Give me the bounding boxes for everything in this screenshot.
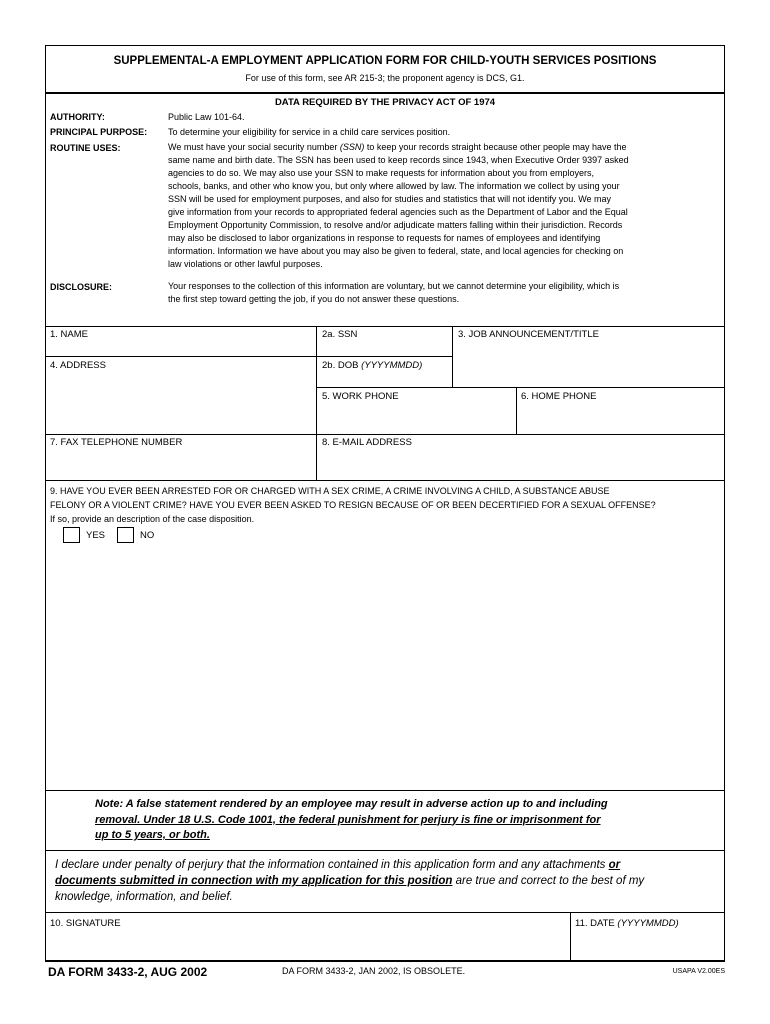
declaration-line	[55, 873, 720, 889]
routine-line: schools, banks, and other who know you, but only where allowed by law. The information we collect by using your	[168, 181, 620, 191]
purpose-label: PRINCIPAL PURPOSE:	[50, 127, 148, 137]
declaration-bold: documents submitted in connection with my application for this position	[55, 875, 453, 887]
no-checkbox[interactable]	[117, 527, 134, 543]
bottom-divider	[45, 960, 725, 962]
grid-line	[45, 480, 725, 481]
routine-line: We must have your social security number (SSN) to keep your records straight because other people may have the	[168, 142, 627, 152]
ssn-italic: (SSN)	[339, 142, 365, 152]
question-line: If so, provide an description of the case disposition.	[50, 514, 255, 524]
authority-label: AUTHORITY:	[50, 112, 105, 122]
grid-line	[516, 387, 517, 434]
declaration	[55, 857, 720, 905]
routine-label: ROUTINE USES:	[50, 143, 121, 153]
form-subtitle: For use of this form, see AR 215-3; the proponent agency is DCS, G1.	[245, 73, 525, 83]
grid-line	[45, 356, 452, 357]
declaration-line	[55, 857, 720, 873]
disclosure-text	[168, 280, 718, 306]
privacy-heading: DATA REQUIRED BY THE PRIVACY ACT OF 1974	[274, 97, 496, 108]
routine-line: law violations or other lawful purposes.	[168, 259, 323, 269]
usapa-code: USAPA V2.00ES	[672, 968, 725, 975]
grid-line	[316, 326, 317, 480]
disclosure-line: Your responses to the collection of this information are voluntary, but we cannot determine your eligibility, which is	[168, 281, 620, 291]
fax-field[interactable]: 7. FAX TELEPHONE NUMBER	[50, 437, 183, 448]
routine-line: information. Information we have about you may also be given to federal, state, and local agencies for checking on	[168, 246, 624, 256]
declaration-line: knowledge, information, and belief.	[55, 891, 233, 903]
no-label: NO	[140, 530, 155, 541]
grid-line	[45, 790, 725, 791]
dob-format: (YYYYMMDD)	[361, 360, 423, 371]
declaration-text: are true and correct to the best of my	[455, 875, 645, 887]
address-field[interactable]: 4. ADDRESS	[50, 360, 106, 371]
disclosure-line: the first step toward getting the job, if you do not answer these questions.	[168, 294, 460, 304]
note-line: up to 5 years, or both.	[95, 829, 210, 841]
case-description-area[interactable]	[46, 550, 724, 790]
note-line: removal. Under 18 U.S. Code 1001, the federal punishment for perjury is fine or imprisonment for	[95, 813, 601, 826]
grid-line	[452, 326, 453, 388]
question-line: FELONY OR A VIOLENT CRIME? HAVE YOU EVER BEEN ASKED TO RESIGN BECAUSE OF OR BEEN DECERTIFIED FOR A SEXUAL OFFENSE?	[50, 500, 656, 510]
grid-line	[45, 912, 725, 913]
grid-line	[45, 326, 725, 327]
obsolete-notice: DA FORM 3433-2, JAN 2002, IS OBSOLETE.	[282, 966, 466, 976]
purpose-text: To determine your eligibility for service in a child care services position.	[168, 127, 451, 137]
grid-line	[316, 387, 725, 388]
yes-checkbox[interactable]	[63, 527, 80, 543]
email-field[interactable]: 8. E-MAIL ADDRESS	[322, 437, 412, 448]
ssn-field[interactable]: 2a. SSN	[322, 329, 358, 340]
declaration-text: I declare under penalty of perjury that the information contained in this application form and any attachments	[55, 859, 606, 871]
disclosure-label: DISCLOSURE:	[50, 282, 113, 292]
name-field[interactable]: 1. NAME	[50, 329, 89, 340]
routine-line: Employment Opportunity Commission, to resolve and/or adjudicate matters falling within their jurisdiction. Records	[168, 220, 623, 230]
routine-line: give information from your records to appropriated federal agencies such as the Department of Labor and the Equal	[168, 207, 628, 217]
signature-field[interactable]: 10. SIGNATURE	[50, 918, 121, 929]
grid-line	[45, 850, 725, 851]
question-9	[50, 484, 656, 526]
routine-line: SSN will be used for employment purposes, and also for studies and statistics that will not identify you. We may	[168, 194, 612, 204]
form-title: SUPPLEMENTAL-A EMPLOYMENT APPLICATION FORM FOR CHILD-YOUTH SERVICES POSITIONS	[113, 55, 657, 67]
grid-line	[45, 434, 725, 435]
authority-text: Public Law 101-64.	[168, 112, 245, 122]
routine-text	[168, 141, 718, 271]
job-title-field[interactable]: 3. JOB ANNOUNCEMENT/TITLE	[458, 329, 599, 340]
declaration-bold: or	[608, 859, 621, 871]
date-label: 11. DATE	[575, 918, 615, 929]
routine-line: agencies to do so. We may also use your SSN to make requests for information about you from employers,	[168, 168, 595, 178]
dob-field[interactable]	[322, 360, 422, 371]
work-phone-field[interactable]: 5. WORK PHONE	[322, 391, 399, 402]
header-divider	[45, 92, 725, 94]
perjury-note	[95, 797, 608, 844]
routine-line: may also be disclosed to labor organizations in response to requests for names of employees and identifying	[168, 233, 601, 243]
yes-label: YES	[86, 530, 106, 541]
date-field[interactable]	[575, 918, 679, 929]
dob-label: 2b. DOB	[322, 360, 359, 371]
home-phone-field[interactable]: 6. HOME PHONE	[521, 391, 597, 402]
question-line: 9. HAVE YOU EVER BEEN ARRESTED FOR OR CHARGED WITH A SEX CRIME, A CRIME INVOLVING A CHILD, A SUBSTANCE ABUSE	[50, 486, 610, 496]
date-format: (YYYYMMDD)	[617, 918, 679, 929]
form-number: DA FORM 3433-2, AUG 2002	[48, 965, 208, 979]
note-line: Note: A false statement rendered by an employee may result in adverse action up to and including	[95, 798, 608, 810]
routine-line: same name and birth date. The SSN has been used to keep records since 1943, when Executive Order 9397 asked	[168, 155, 629, 165]
grid-line	[570, 912, 571, 961]
